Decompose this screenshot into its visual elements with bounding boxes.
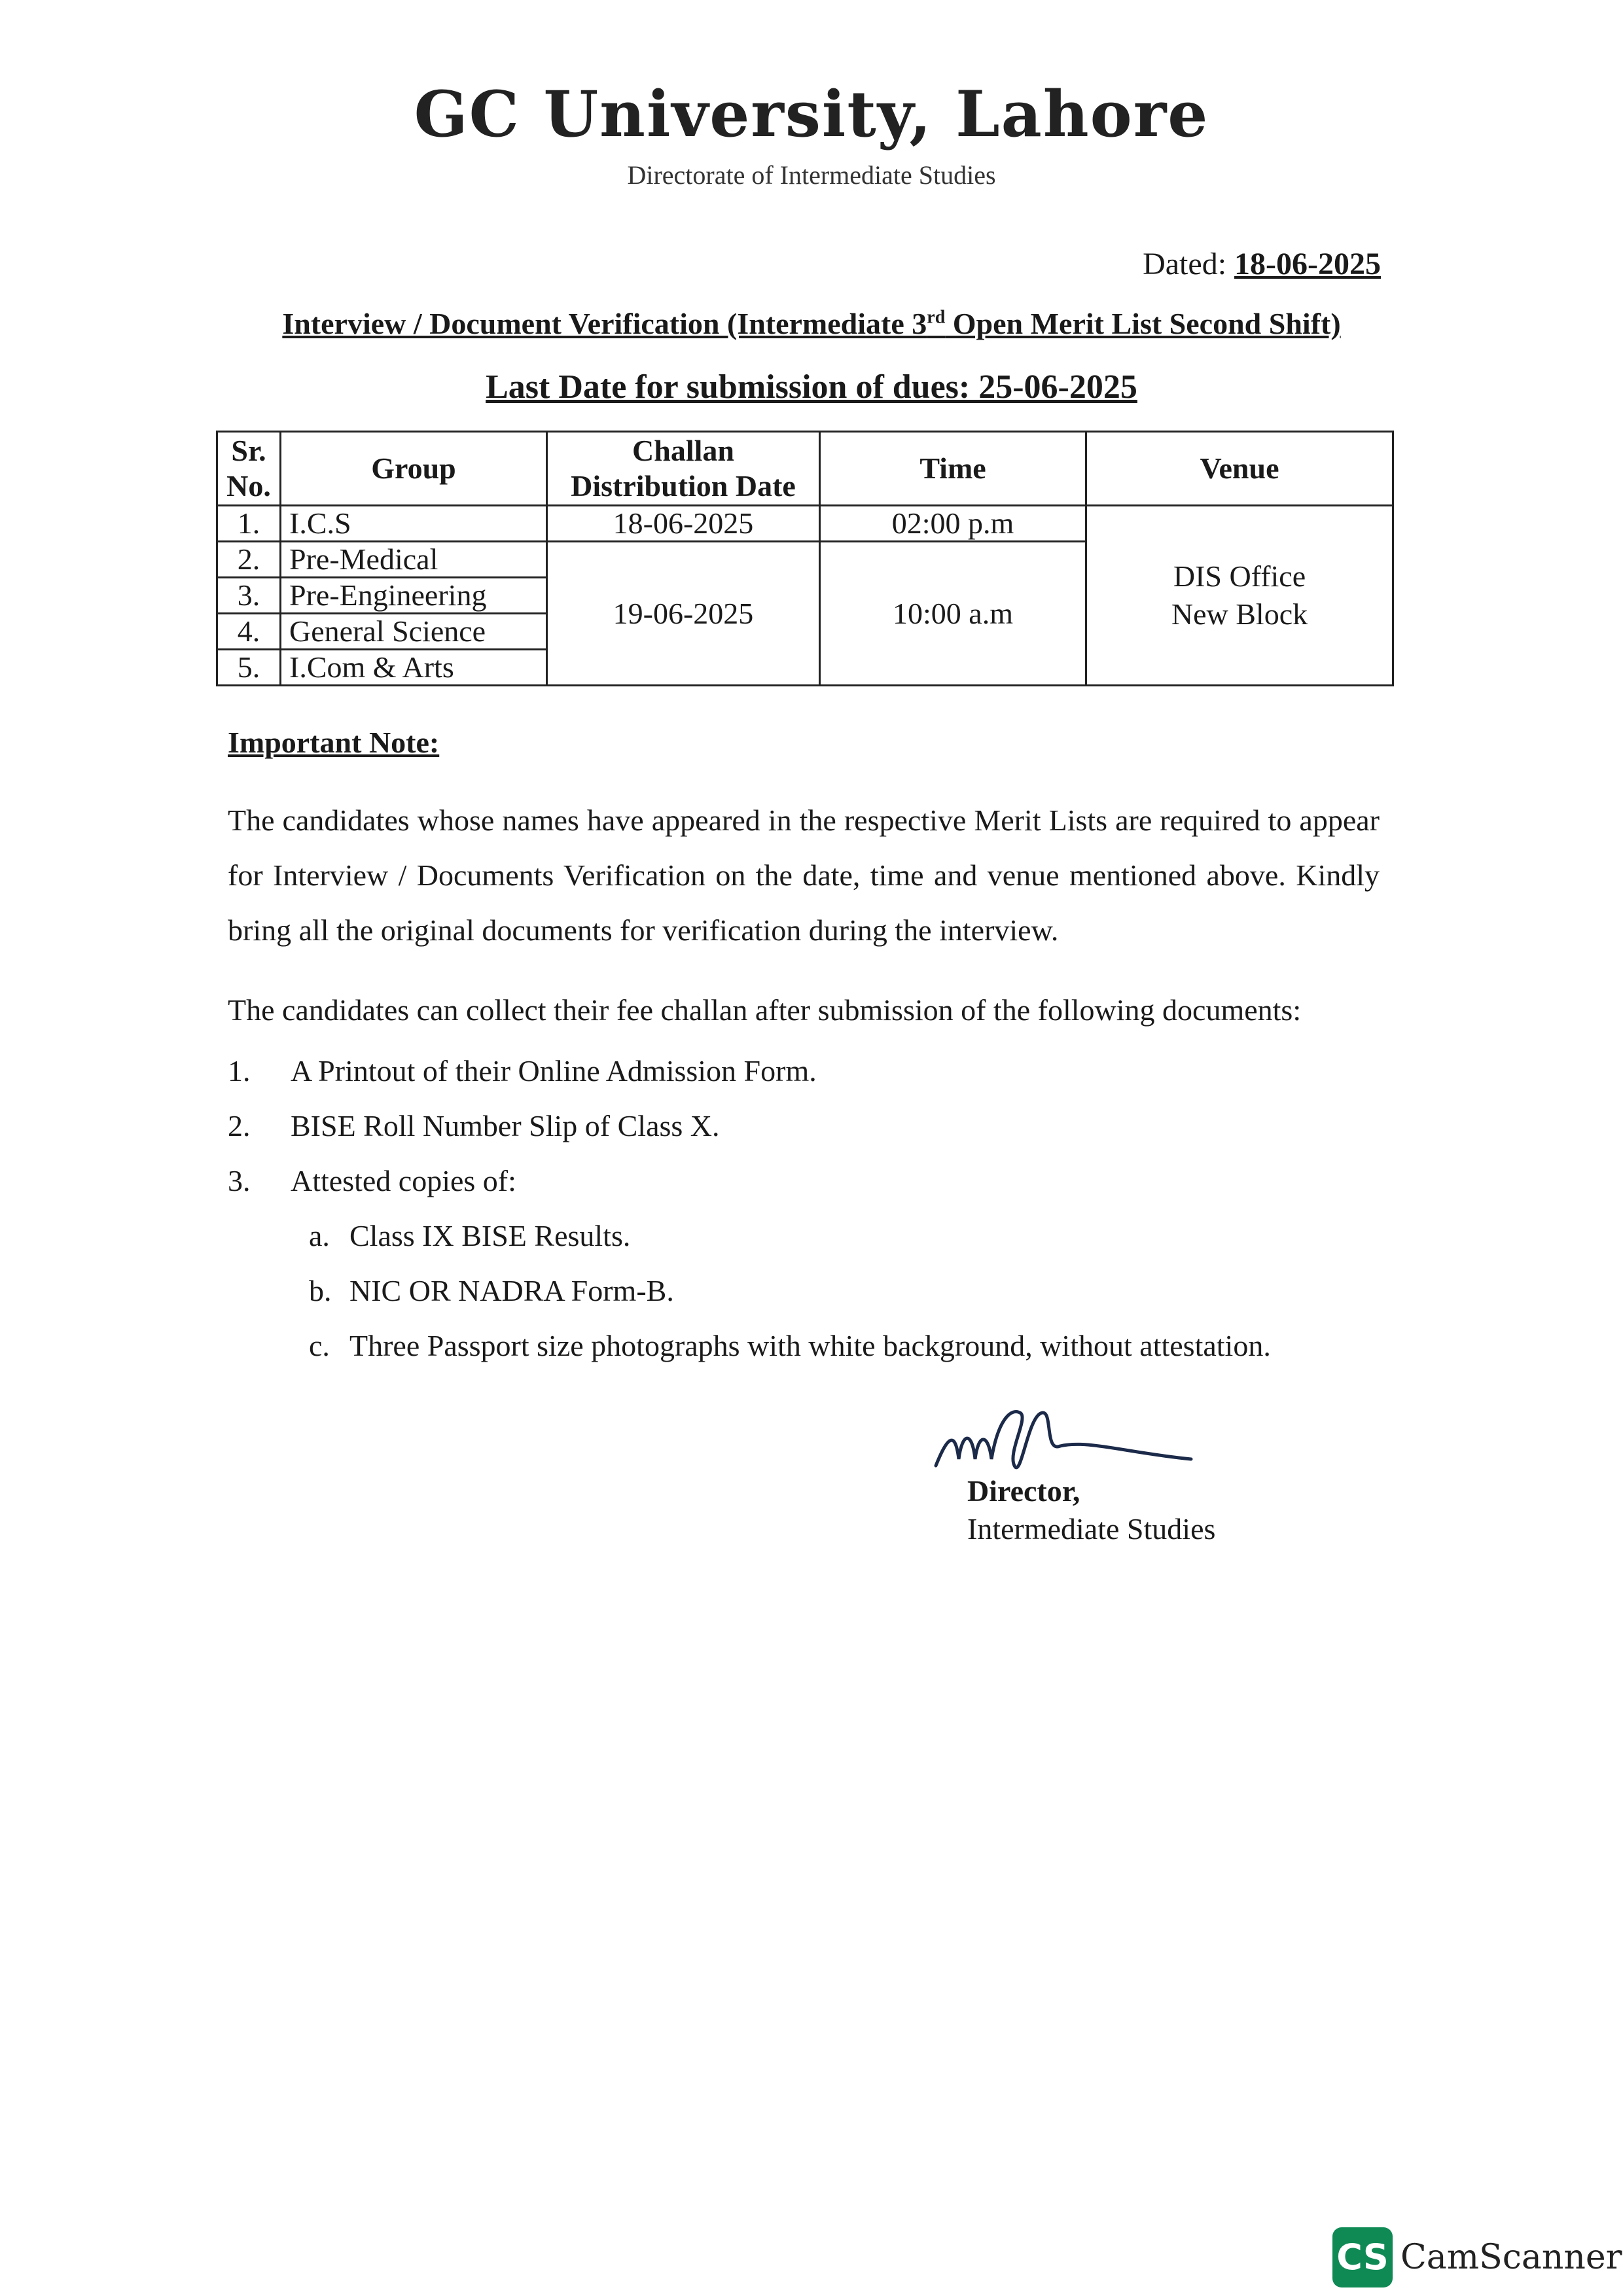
directorate-subtitle: Directorate of Intermediate Studies	[627, 160, 996, 190]
row-group: I.C.S	[281, 506, 547, 542]
row-sr: 1.	[217, 506, 281, 542]
row-time: 10:00 a.m	[820, 542, 1086, 686]
row-challan-date: 19-06-2025	[547, 542, 820, 686]
heading-text-after: Open Merit List Second Shift)	[945, 307, 1341, 340]
header-venue: Venue	[1086, 432, 1393, 506]
row-challan-date: 18-06-2025	[547, 506, 820, 542]
row-sr: 4.	[217, 614, 281, 650]
venue-cell	[1086, 506, 1393, 686]
schedule-table	[216, 431, 1394, 686]
header-group: Group	[281, 432, 547, 506]
header-sr-no: Sr. No.	[217, 432, 281, 506]
table-header-row	[217, 432, 1393, 506]
sub-list-item: b. NIC OR NADRA Form-B.	[309, 1274, 674, 1307]
list-item: 2. BISE Roll Number Slip of Class X.	[228, 1109, 720, 1142]
row-time: 02:00 p.m	[820, 506, 1086, 542]
notice-heading	[0, 306, 1623, 341]
note-paragraph-1: The candidates whose names have appeared in the respective Merit Lists are required to appear for Interview / Documents Verification on the date, time and venue mentioned above. Kindly bring all the original documents for verification during the interview.	[228, 804, 1380, 947]
row-sr: 2.	[217, 542, 281, 578]
dated-value: 18-06-2025	[1234, 247, 1381, 281]
heading-text-before: Interview / Document Verification (Intermediate 3	[282, 307, 927, 340]
note-paragraph-2: The candidates can collect their fee challan after submission of the following documents:	[228, 993, 1302, 1027]
heading-superscript: rd	[927, 307, 946, 328]
important-note-title: Important Note:	[228, 726, 440, 759]
last-date-heading: Last Date for submission of dues: 25-06-2025	[486, 368, 1137, 406]
camscanner-watermark: CamScanner	[1400, 2238, 1622, 2277]
header-time: Time	[820, 432, 1086, 506]
table-row	[217, 506, 1393, 542]
venue-line-2: New Block	[1171, 597, 1308, 631]
row-group: Pre-Medical	[281, 542, 547, 578]
signatory-subtitle: Intermediate Studies	[967, 1512, 1216, 1545]
venue-line-1: DIS Office	[1173, 559, 1306, 593]
header-challan-date: Challan Distribution Date	[547, 432, 820, 506]
list-item: 3. Attested copies of:	[228, 1164, 516, 1197]
list-item: 1. A Printout of their Online Admission Form.	[228, 1054, 817, 1087]
camscanner-logo-icon: CS	[1332, 2227, 1393, 2287]
sub-list-item: a. Class IX BISE Results.	[309, 1219, 631, 1252]
row-group: I.Com & Arts	[281, 650, 547, 686]
row-group: General Science	[281, 614, 547, 650]
sub-list-item: c. Three Passport size photographs with white background, without attestation.	[309, 1329, 1271, 1362]
university-title: GC University, Lahore	[414, 77, 1209, 151]
signatory-title: Director,	[967, 1474, 1080, 1508]
row-sr: 5.	[217, 650, 281, 686]
row-group: Pre-Engineering	[281, 578, 547, 614]
dated-line	[1143, 246, 1381, 282]
row-sr: 3.	[217, 578, 281, 614]
dated-label: Dated:	[1143, 247, 1227, 281]
